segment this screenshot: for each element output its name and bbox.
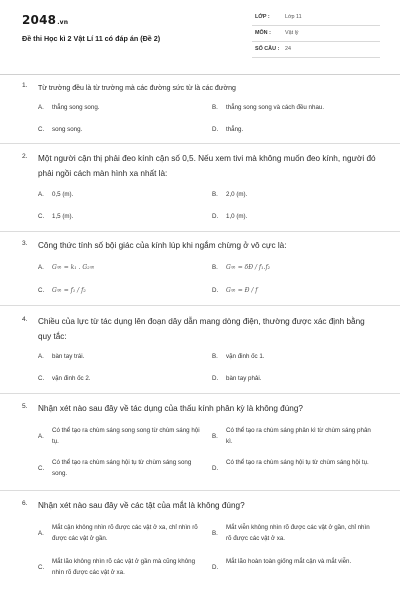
formula-text: G∞ = Đ / f	[226, 287, 258, 294]
option-letter: B.	[212, 530, 218, 537]
question-divider	[0, 305, 400, 306]
question-text: Nhận xét nào sau đây về tác dụng của thấu kính phân kỳ là không đúng?	[38, 404, 303, 413]
option-letter: C.	[38, 126, 45, 133]
meta-class-value: Lớp 11	[285, 14, 302, 20]
option-letter: A.	[38, 433, 44, 440]
option-text: Có thể tạo ra chùm sáng hội tụ từ chùm sáng hội tụ.	[226, 459, 369, 466]
option-letter: B.	[212, 104, 218, 111]
option-text: Có thể tạo ra chùm sáng phân kì từ chùm sáng phân kì.	[226, 427, 371, 445]
option-letter: C.	[38, 287, 45, 294]
formula-text: G∞ = δĐ / f₁.f₂	[226, 264, 271, 271]
question-text: Nhận xét nào sau đây về các tật của mắt là không đúng?	[38, 501, 245, 510]
option-letter: C.	[38, 465, 45, 472]
logo-tld: .vn	[57, 19, 69, 26]
option-text: song song.	[52, 126, 83, 133]
option-letter: A.	[38, 353, 44, 360]
meta-count-key: SỐ CÂU :	[255, 46, 280, 52]
option-letter: A.	[38, 264, 44, 271]
question-number: 1.	[22, 82, 28, 89]
option-letter: D.	[212, 126, 219, 133]
option-letter: A.	[38, 104, 44, 111]
question-divider	[0, 231, 400, 232]
option-text: Mắt viễn không nhìn rõ được các vật ở gần, chỉ nhìn rõ được các vật ở xa.	[226, 524, 370, 542]
meta-subject-value: Vật lý	[285, 30, 299, 36]
option-letter: D.	[212, 287, 219, 294]
meta-count-value: 24	[285, 46, 291, 52]
meta-class-key: LỚP :	[255, 14, 270, 20]
question-divider	[0, 143, 400, 144]
option-text: bàn tay phải.	[226, 375, 262, 382]
option-letter: D.	[212, 213, 219, 220]
option-text: Mắt cận không nhìn rõ được các vật ở xa, chỉ nhìn rõ được các vật ở gần.	[52, 524, 198, 542]
option-text: thẳng.	[226, 126, 244, 133]
logo-main: 2048	[22, 13, 57, 27]
option-letter: D.	[212, 465, 219, 472]
option-text: 1,5 (m).	[52, 213, 74, 220]
exam-title: Đề thi Học kì 2 Vật Lí 11 có đáp án (Đề 2)	[22, 34, 161, 43]
option-text: bàn tay trái.	[52, 353, 85, 360]
question-number: 5.	[22, 403, 28, 410]
option-letter: B.	[212, 353, 218, 360]
option-text: Mắt lão không nhìn rõ các vật ở gần mà cũng không nhìn rõ được các vật ở xa.	[52, 558, 196, 576]
option-letter: C.	[38, 375, 45, 382]
option-text: 1,0 (m).	[226, 213, 248, 220]
site-logo[interactable]	[22, 13, 68, 27]
question-text: Chiều của lực từ tác dụng lên đoạn dây dẫn mang dòng điện, thường được xác định bằng quy tắc:	[38, 317, 365, 341]
option-letter: B.	[212, 433, 218, 440]
option-text: vặn đinh ốc 2.	[52, 375, 91, 382]
formula-text: G∞ = k₁ . G₂∞	[52, 264, 95, 271]
meta-subject-row	[252, 26, 380, 42]
option-letter: B.	[212, 264, 218, 271]
question-number: 2.	[22, 153, 28, 160]
question-text: Một người cận thị phải đeo kính cận số 0,5. Nếu xem tivi mà không muốn đeo kính, người đó phải ngồi cách màn hình xa nhất là:	[38, 154, 376, 178]
option-letter: D.	[212, 375, 219, 382]
option-text: vặn đinh ốc 1.	[226, 353, 265, 360]
meta-class-row	[252, 10, 380, 26]
page-header	[0, 0, 400, 66]
option-letter: C.	[38, 564, 45, 571]
option-text: 2,0 (m).	[226, 191, 248, 198]
question-text: Từ trường đều là từ trường mà các đường sức từ là các đường	[38, 85, 236, 92]
option-letter: C.	[38, 213, 45, 220]
meta-subject-key: MÔN :	[255, 30, 271, 36]
option-text: thẳng song song.	[52, 104, 100, 111]
meta-count-row	[252, 42, 380, 58]
question-divider	[0, 393, 400, 394]
option-letter: A.	[38, 530, 44, 537]
question-number: 4.	[22, 316, 28, 323]
option-letter: A.	[38, 191, 44, 198]
header-divider	[0, 74, 400, 75]
option-text: Mắt lão hoàn toàn giống mắt cận và mắt viễn.	[226, 558, 352, 565]
question-text: Công thức tính số bội giác của kính lúp khi ngắm chừng ở vô cực là:	[38, 241, 287, 250]
option-text: thẳng song song và cách đều nhau.	[226, 104, 325, 111]
option-text: Có thể tạo ra chùm sáng hội tụ từ chùm sáng song song.	[52, 459, 192, 477]
option-text: 0,5 (m).	[52, 191, 74, 198]
option-letter: D.	[212, 564, 219, 571]
option-letter: B.	[212, 191, 218, 198]
formula-text: G∞ = f₁ / f₂	[52, 287, 86, 294]
option-text: Có thể tạo ra chùm sáng song song từ chùm sáng hội tụ.	[52, 427, 200, 445]
question-number: 3.	[22, 240, 28, 247]
question-number: 6.	[22, 500, 28, 507]
question-divider	[0, 490, 400, 491]
